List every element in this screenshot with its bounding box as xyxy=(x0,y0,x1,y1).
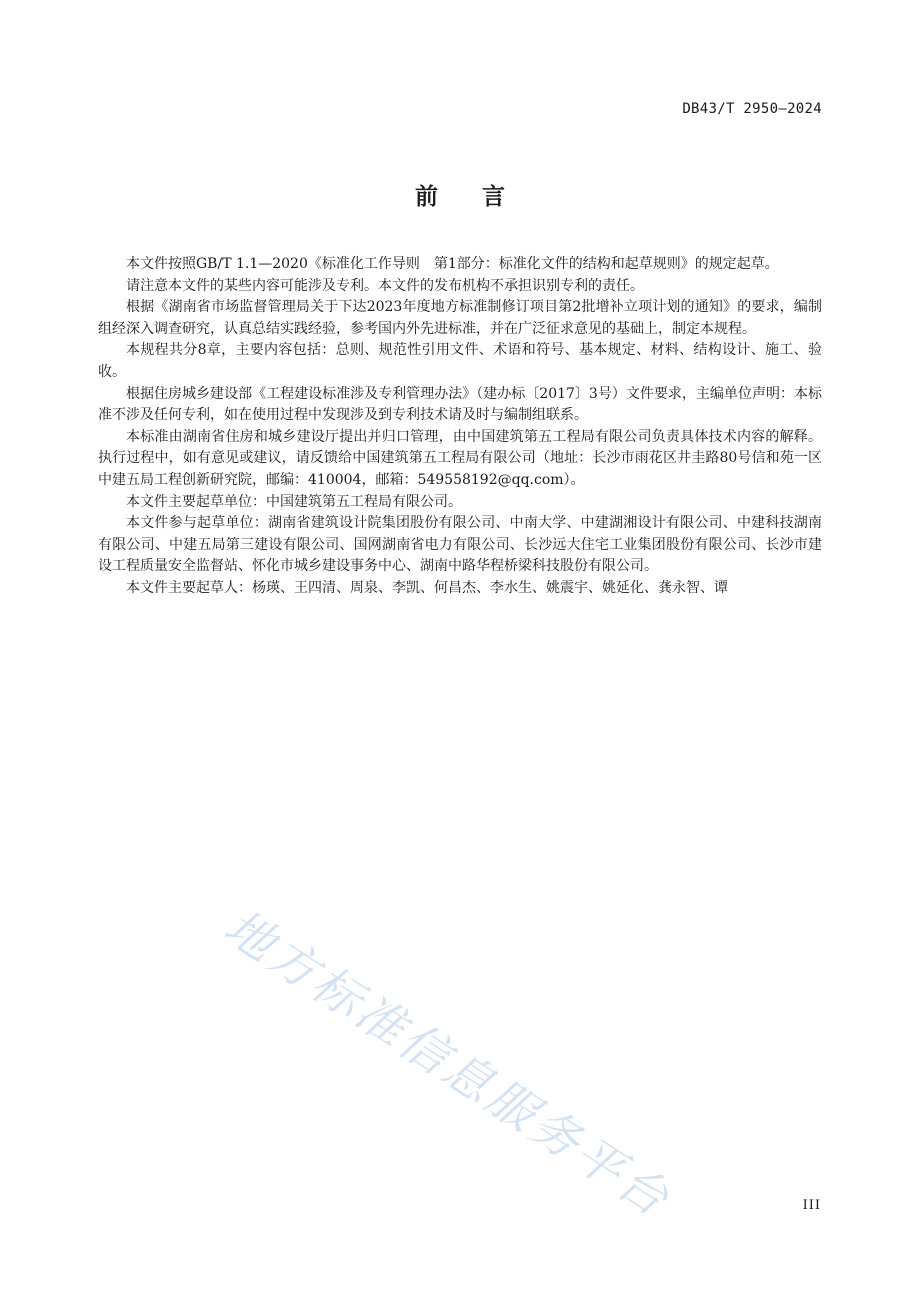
paragraph-chapters: 本规程共分8章，主要内容包括：总则、规范性引用文件、术语和符号、基本规定、材料、结构设计、施工、验收。 xyxy=(98,342,822,380)
page-number: III xyxy=(802,1198,821,1213)
paragraph-patent-statement: 根据住房城乡建设部《工程建设标准涉及专利管理办法》（建办标〔2017〕3号）文件要求，主编单位声明：本标准不涉及任何专利，如在使用过程中发现涉及到专利技术请及时与编制组联系。 xyxy=(98,385,822,424)
page-title: 前言 xyxy=(415,184,549,210)
paragraph-patent-notice: 请注意本文件的某些内容可能涉及专利。本文件的发布机构不承担识别专利的责任。 xyxy=(126,277,644,294)
document-code: DB43/T 2950—2024 xyxy=(682,101,822,117)
paragraph-drafting-basis: 本文件按照GB/T 1.1—2020《标准化工作导则 第1部分：标准化文件的结构和起草规则》的规定起草。 xyxy=(126,256,779,272)
watermark: 地方标准信息服务平台 xyxy=(214,898,681,1229)
paragraph-main-drafters: 本文件主要起草人：杨瑛、王四清、周泉、李凯、何昌杰、李水生、姚震宇、姚延化、龚永智、谭 xyxy=(126,579,728,596)
foreword-body xyxy=(98,254,822,600)
paragraph-main-drafter-unit: 本文件主要起草单位：中国建筑第五工程局有限公司。 xyxy=(126,493,462,510)
paragraph-administration: 本标准由湖南省住房和城乡建设厅提出并归口管理，由中国建筑第五工程局有限公司负责具体技术内容的解释。执行过程中，如有意见或建议，请反馈给中国建筑第五工程局有限公司（地址：长沙市雨花区井圭路80号信和苑一区中建五局工程创新研究院，邮编：410004，邮箱：549558192@qq.com）。 xyxy=(98,428,822,488)
paragraph-project-basis: 根据《湖南省市场监督管理局关于下达2023年度地方标准制修订项目第2批增补立项计划的通知》的要求，编制组经深入调查研究，认真总结实践经验，参考国内外先进标准，并在广泛征求意见的基础上，制定本规程。 xyxy=(98,299,822,337)
paragraph-participating-units: 本文件参与起草单位：湖南省建筑设计院集团股份有限公司、中南大学、中建湖湘设计有限公司、中建科技湖南有限公司、中建五局第三建设有限公司、国网湖南省电力有限公司、长沙远大住宅工业集团股份有限公司、长沙市建设工程质量安全监督站、怀化市城乡建设事务中心、湖南中路华程桥梁科技股份有限公司。 xyxy=(98,515,822,575)
